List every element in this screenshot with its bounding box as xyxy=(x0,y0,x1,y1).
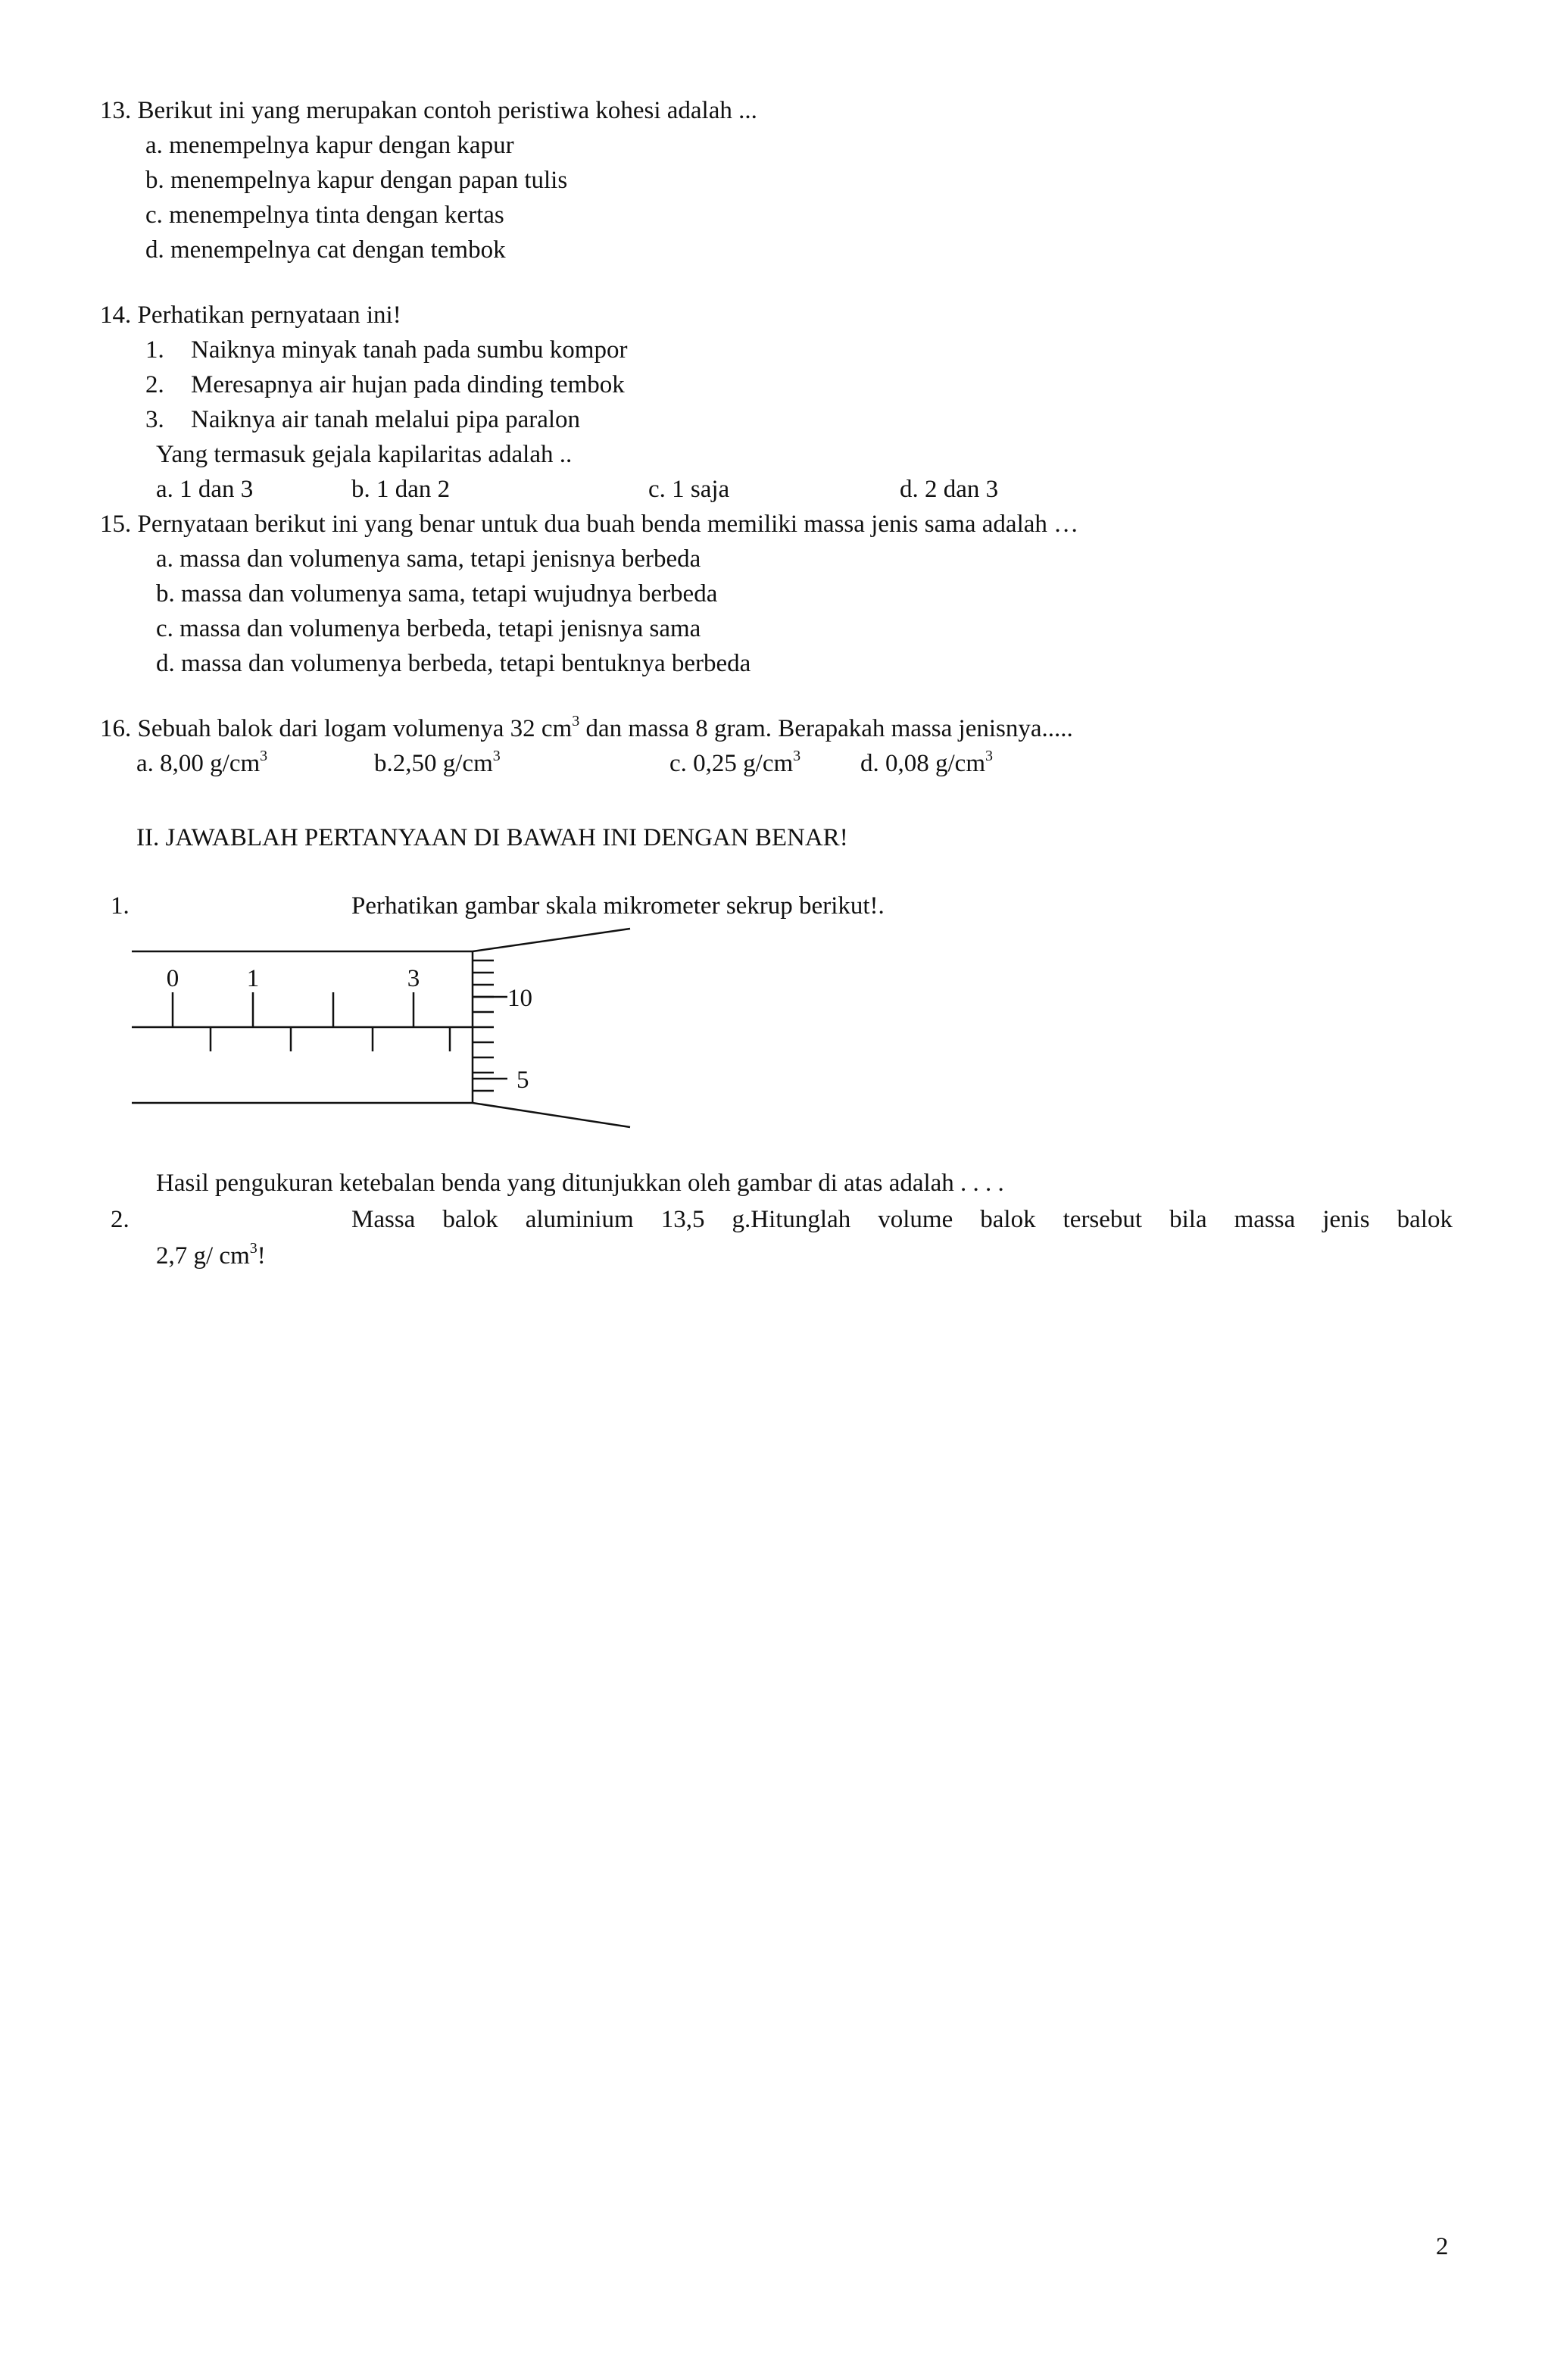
main-scale-label-1: 1 xyxy=(246,965,260,992)
q13-option-a: a. menempelnya kapur dengan kapur xyxy=(145,132,514,159)
essay-1-instruction: Perhatikan gambar skala mikrometer sekrup berikut!. xyxy=(351,892,885,920)
q14-statement-2-number: 2. xyxy=(145,371,164,398)
q16-option-a: a. 8,00 $g/cm^3$ xyxy=(136,748,268,777)
q15-stem: 15. Pernyataan berikut ini yang benar untuk dua buah benda memiliki massa jenis sama adalah … xyxy=(100,511,1079,538)
thimble-bottom-taper xyxy=(473,1103,630,1127)
q14-option-a: a. 1 dan 3 xyxy=(156,476,254,503)
q14-option-c: c. 1 saja xyxy=(648,476,730,503)
thimble-label-5: 5 xyxy=(516,1067,529,1094)
essay-2-line-1: Massa balok aluminium 13,5 g.Hitunglah volume balok tersebut bila massa jenis balok xyxy=(351,1206,1453,1233)
q13-option-b: b. menempelnya kapur dengan papan tulis xyxy=(145,167,568,194)
q15-option-c: c. massa dan volumenya berbeda, tetapi jenisnya sama xyxy=(156,615,701,642)
essay-1-question: Hasil pengukuran ketebalan benda yang ditunjukkan oleh gambar di atas adalah . . . . xyxy=(156,1170,1004,1197)
main-scale-label-0: 0 xyxy=(166,965,179,992)
section-2-heading: II. JAWABLAH PERTANYAAN DI BAWAH INI DENGAN BENAR! xyxy=(136,824,848,851)
q14-stem: 14. Perhatikan pernyataan ini! xyxy=(100,301,401,329)
thimble-top-taper xyxy=(473,929,630,951)
main-scale-label-3: 3 xyxy=(407,965,420,992)
thimble-label-10: 10 xyxy=(507,985,532,1012)
q15-option-a: a. massa dan volumenya sama, tetapi jenisnya berbeda xyxy=(156,545,701,573)
q14-statement-2: Meresapnya air hujan pada dinding tembok xyxy=(191,371,625,398)
page-number: 2 xyxy=(1436,2233,1449,2260)
q16-option-d: d. 0,08 $g/cm^3$ xyxy=(860,748,993,777)
q14-question: Yang termasuk gejala kapilaritas adalah .. xyxy=(156,441,573,468)
q13-option-d: d. menempelnya cat dengan tembok xyxy=(145,236,506,264)
q16-option-c: c. 0,25 $g/cm^3$ xyxy=(669,748,801,777)
q14-statement-1: Naiknya minyak tanah pada sumbu kompor xyxy=(191,336,628,364)
q14-option-b: b. 1 dan 2 xyxy=(351,476,451,503)
q15-option-b: b. massa dan volumenya sama, tetapi wujudnya berbeda xyxy=(156,580,718,607)
q16-stem: 16. Sebuah balok dari logam volumenya 32 $cm^3$ dan massa 8 gram. Berapakah massa jenisnya..... xyxy=(100,713,1073,742)
q14-option-d: d. 2 dan 3 xyxy=(900,476,999,503)
q15-option-d: d. massa dan volumenya berbeda, tetapi bentuknya berbeda xyxy=(156,650,751,677)
essay-2-number: 2. xyxy=(111,1206,130,1233)
q14-statement-1-number: 1. xyxy=(145,336,164,364)
q13-option-c: c. menempelnya tinta dengan kertas xyxy=(145,201,504,229)
essay-1-number: 1. xyxy=(111,892,130,920)
q13-stem: 13. Berikut ini yang merupakan contoh peristiwa kohesi adalah ... xyxy=(100,97,757,124)
q14-statement-3: Naiknya air tanah melalui pipa paralon xyxy=(191,406,581,433)
q16-option-b: b.2,50 $g/cm^3$ xyxy=(374,748,501,777)
q14-statement-3-number: 3. xyxy=(145,406,164,433)
essay-2-line-2: 2,7 g/ $cm^3$! xyxy=(156,1240,266,1270)
